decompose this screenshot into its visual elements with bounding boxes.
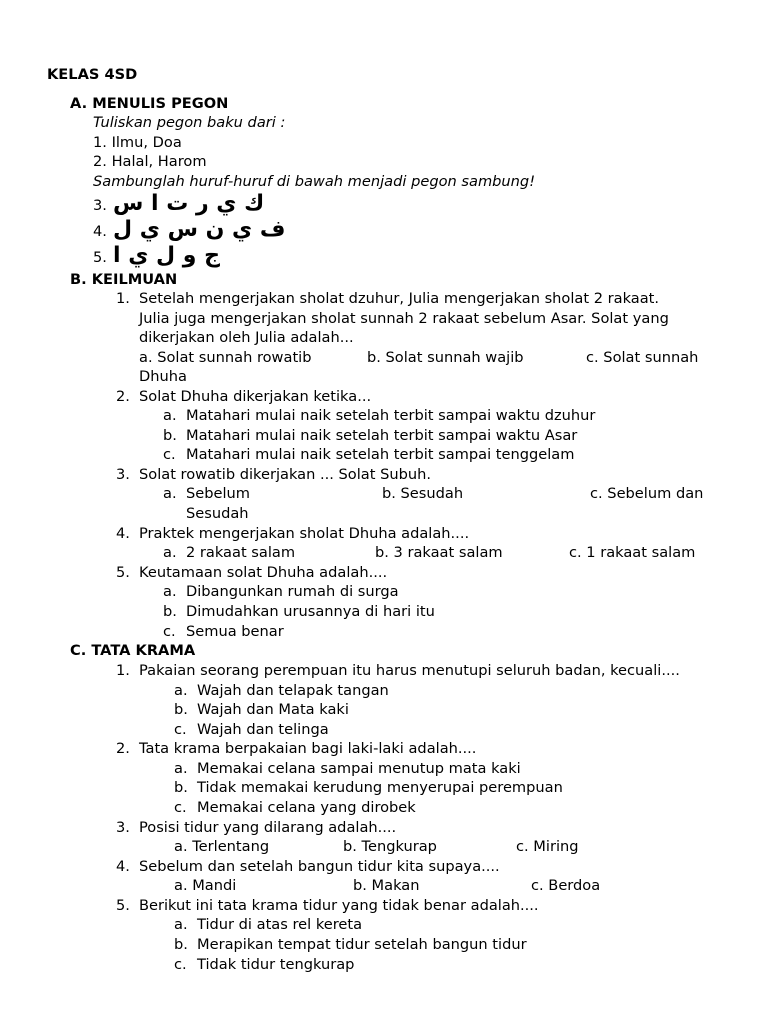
b-q4-option-c: c. 1 rakaat salam — [569, 544, 696, 561]
b-q1-text-line-3: dikerjakan oleh Julia adalah... — [139, 329, 354, 346]
c-q4-option-c: c. Berdoa — [531, 877, 601, 894]
b-q3-number: 3. — [116, 466, 130, 483]
b-q4-text: Praktek mengerjakan sholat Dhuha adalah.... — [139, 525, 470, 542]
section-b-title: B. KEILMUAN — [70, 271, 178, 288]
b-q5-number: 5. — [116, 564, 130, 581]
b-q5-option-b: Dimudahkan urusannya di hari itu — [186, 603, 435, 620]
arabic-item-3-letters: ك ي ر ت ا س — [113, 191, 265, 216]
b-q1-number: 1. — [116, 290, 130, 307]
c-q2-option-b: Tidak memakai kerudung menyerupai perempuan — [197, 779, 563, 796]
arabic-item-4-letters: ف ي ن س ي ل — [113, 217, 286, 242]
b-q2-option-a-label: a. — [163, 407, 177, 424]
c-q1-option-c: Wajah dan telinga — [197, 721, 329, 738]
b-q4-option-a: 2 rakaat salam — [186, 544, 296, 561]
c-q2-option-a: Memakai celana sampai menutup mata kaki — [197, 760, 521, 777]
c-q2-option-c: Memakai celana yang dirobek — [197, 799, 416, 816]
c-q5-number: 5. — [116, 897, 130, 914]
c-q4-number: 4. — [116, 858, 130, 875]
b-q5-option-a: Dibangunkan rumah di surga — [186, 583, 399, 600]
arabic-item-5-letters: ج و ل ي ا — [113, 243, 220, 268]
b-q5-text: Keutamaan solat Dhuha adalah.... — [139, 564, 388, 581]
b-q4-option-a-label: a. — [163, 544, 177, 561]
b-q3-option-a: Sebelum — [186, 485, 251, 502]
b-q1-option-b: b. Solat sunnah wajib — [367, 349, 524, 366]
b-q2-option-c-label: c. — [163, 446, 176, 463]
c-q2-text: Tata krama berpakaian bagi laki-laki adalah.... — [139, 740, 477, 757]
c-q1-option-c-label: c. — [174, 721, 187, 738]
b-q1-text-line-1: Setelah mengerjakan sholat dzuhur, Julia mengerjakan sholat 2 rakaat. — [139, 290, 660, 307]
section-a-item-2: 2. Halal, Harom — [93, 153, 207, 170]
c-q5-option-c-label: c. — [174, 956, 187, 973]
b-q5-option-c-label: c. — [163, 623, 176, 640]
b-q1-text-line-2: Julia juga mengerjakan sholat sunnah 2 rakaat sebelum Asar. Solat yang — [139, 310, 669, 327]
section-a-item-1: 1. Ilmu, Doa — [93, 134, 182, 151]
c-q1-number: 1. — [116, 662, 130, 679]
arabic-item-4-number: 4. — [93, 223, 107, 240]
c-q2-option-a-label: a. — [174, 760, 188, 777]
b-q2-option-b-label: b. — [163, 427, 177, 444]
c-q4-text: Sebelum dan setelah bangun tidur kita supaya.... — [139, 858, 500, 875]
b-q1-option-c: c. Solat sunnah — [586, 349, 699, 366]
c-q1-option-a: Wajah dan telapak tangan — [197, 682, 389, 699]
b-q3-option-a-label: a. — [163, 485, 177, 502]
c-q5-text: Berikut ini tata krama tidur yang tidak benar adalah.... — [139, 897, 539, 914]
c-q1-option-b-label: b. — [174, 701, 188, 718]
b-q3-text: Solat rowatib dikerjakan ... Solat Subuh. — [139, 466, 431, 483]
b-q4-option-b: b. 3 rakaat salam — [375, 544, 503, 561]
b-q2-text: Solat Dhuha dikerjakan ketika... — [139, 388, 372, 405]
arabic-item-5-number: 5. — [93, 249, 107, 266]
c-q5-option-a: Tidur di atas rel kereta — [197, 916, 363, 933]
section-a-title: A. MENULIS PEGON — [70, 95, 229, 112]
c-q5-option-a-label: a. — [174, 916, 188, 933]
c-q1-text: Pakaian seorang perempuan itu harus menutupi seluruh badan, kecuali.... — [139, 662, 680, 679]
b-q5-option-a-label: a. — [163, 583, 177, 600]
c-q2-option-c-label: c. — [174, 799, 187, 816]
section-c-title: C. TATA KRAMA — [70, 642, 196, 659]
b-q1-option-c-cont: Dhuha — [139, 368, 187, 385]
b-q3-option-b: b. Sesudah — [382, 485, 464, 502]
section-a-instruction-1: Tuliskan pegon baku dari : — [93, 114, 286, 131]
b-q2-number: 2. — [116, 388, 130, 405]
arabic-item-3-number: 3. — [93, 197, 107, 214]
c-q2-number: 2. — [116, 740, 130, 757]
c-q4-option-a: a. Mandi — [174, 877, 237, 894]
c-q3-text: Posisi tidur yang dilarang adalah.... — [139, 819, 397, 836]
b-q4-number: 4. — [116, 525, 130, 542]
b-q2-option-b: Matahari mulai naik setelah terbit sampai waktu Asar — [186, 427, 578, 444]
c-q4-option-b: b. Makan — [353, 877, 420, 894]
c-q2-option-b-label: b. — [174, 779, 188, 796]
b-q3-option-c-cont: Sesudah — [186, 505, 249, 522]
section-a-instruction-2: Sambunglah huruf-huruf di bawah menjadi pegon sambung! — [93, 173, 536, 190]
c-q3-option-b: b. Tengkurap — [343, 838, 437, 855]
c-q1-option-a-label: a. — [174, 682, 188, 699]
c-q5-option-b: Merapikan tempat tidur setelah bangun tidur — [197, 936, 527, 953]
b-q2-option-a: Matahari mulai naik setelah terbit sampai waktu dzuhur — [186, 407, 596, 424]
c-q3-number: 3. — [116, 819, 130, 836]
b-q2-option-c: Matahari mulai naik setelah terbit sampai tenggelam — [186, 446, 575, 463]
b-q5-option-b-label: b. — [163, 603, 177, 620]
c-q5-option-b-label: b. — [174, 936, 188, 953]
b-q3-option-c: c. Sebelum dan — [590, 485, 704, 502]
b-q1-option-a: a. Solat sunnah rowatib — [139, 349, 312, 366]
c-q3-option-c: c. Miring — [516, 838, 579, 855]
class-title: KELAS 4SD — [47, 66, 138, 83]
c-q1-option-b: Wajah dan Mata kaki — [197, 701, 349, 718]
b-q5-option-c: Semua benar — [186, 623, 284, 640]
c-q3-option-a: a. Terlentang — [174, 838, 270, 855]
c-q5-option-c: Tidak tidur tengkurap — [197, 956, 355, 973]
